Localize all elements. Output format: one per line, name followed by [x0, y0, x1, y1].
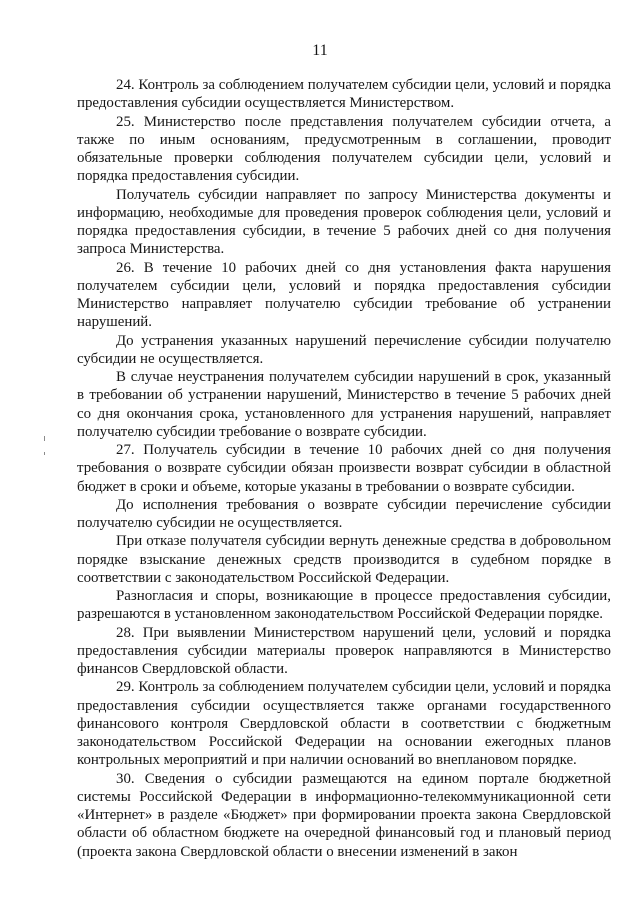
document-body: [77, 76, 611, 861]
paragraph-27-transfer-stop: До исполнения требования о возврате субсидии перечисление субсидии получателю субсидии не осуществляется.: [77, 496, 611, 531]
page-number: 11: [312, 42, 328, 59]
paragraph-25: 25. Министерство после представления получателем субсидии отчета, а также по иным основаниям, предусмотренным в соглашении, проводит обязательные проверки соблюдения получателем субсидии цели, условий и порядка предоставления субсидии.: [77, 113, 611, 185]
scan-speck: [44, 436, 45, 441]
paragraph-25-documents: Получатель субсидии направляет по запросу Министерства документы и информацию, необходимые для проведения проверок соблюдения цели, условий и порядка предоставления субсидии, в течение 5 рабочих дней со дня получения запроса Министерства.: [77, 186, 611, 258]
paragraph-29: 29. Контроль за соблюдением получателем субсидии цели, условий и порядка предоставления субсидии осуществляется также органами государственного финансового контроля Свердловской области в соответствии с бюджетным законодательством Российской Федерации на основании ежегодных планов контрольных мероприятий и при наличии оснований во внеплановом порядке.: [77, 679, 611, 769]
paragraph-28: 28. При выявлении Министерством нарушений цели, условий и порядка предоставления субсидии материалы проверок направляются в Министерство финансов Свердловской области.: [77, 624, 611, 677]
scan-speck: [44, 452, 45, 455]
paragraph-27-court: При отказе получателя субсидии вернуть денежные средства в добровольном порядке взыскание денежных средств производится в судебном порядке в соответствии с законодательством Российской Федерации.: [77, 533, 611, 586]
paragraph-30: 30. Сведения о субсидии размещаются на едином портале бюджетной системы Российской Федерации в информационно-телекоммуникационной сети «Интернет» в разделе «Бюджет» при формировании проекта закона Свердловской области об областном бюджете на очередной финансовый год и плановый период (проекта закона Свердловской области о внесении изменений в закон: [77, 770, 611, 860]
paragraph-26: 26. В течение 10 рабочих дней со дня установления факта нарушения получателем субсидии цели, условий и порядка предоставления субсидии Министерство направляет получателю субсидии требование об устранении нарушений.: [77, 259, 611, 331]
paragraph-24: 24. Контроль за соблюдением получателем субсидии цели, условий и порядка предоставления субсидии осуществляется Министерством.: [77, 77, 611, 112]
paragraph-26-transfer-stop: До устранения указанных нарушений перечисление субсидии получателю субсидии не осуществляется.: [77, 332, 611, 367]
paragraph-27-disputes: Разногласия и споры, возникающие в процессе предоставления субсидии, разрешаются в установленном законодательством Российской Федерации порядке.: [77, 588, 611, 623]
paragraph-27: 27. Получатель субсидии в течение 10 рабочих дней со дня получения требования о возврате субсидии обязан произвести возврат субсидии в областной бюджет в сроки и объеме, которые указаны в требовании о возврате субсидии.: [77, 442, 611, 495]
paragraph-26-return-demand: В случае неустранения получателем субсидии нарушений в срок, указанный в требовании об устранении нарушений, Министерство в течение 5 рабочих дней со дня окончания срока, установленного для устранения нарушений, направляет получателю субсидии требование о возврате субсидии.: [77, 369, 611, 440]
